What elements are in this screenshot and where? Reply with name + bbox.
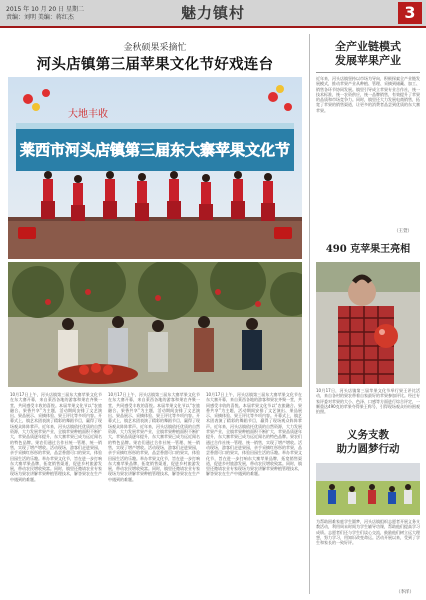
banner-text: 莱西市河头店镇第三届东大寨苹果文化节: [19, 141, 291, 159]
main-story-body-col2: 10月17日上午，河头店镇第三届东大寨苹果文化节在东大寨开幕，来自莱西各地的游客和果农齐聚一堂，共同感受丰收的喜悦。本届苹果文化节以“农旅融合、果香共享”为主题，活动期间安排了文艺演出、果品展示、采摘体验、果王评比等多项内容。开幕式上，镇艺术团表演了精彩的舞蹈节目，赢得了现场观众阵阵掌声。近年来，河头店镇依托优质的自然资源，大力发展苹果产业，全镇苹果种植面积不断扩大，苹果品质逐年提升，东大寨苹果已成为远近闻名的特色品牌。果农们通过合作社统一管理、统一销售，实现了增产增收。活动现场，游客们走进果园，亲手采摘红彤彤的苹果，品尝香甜可口的果实，体验田园生活的乐趣。举办苹果文化节，旨在进一步打响东大寨苹果品牌，拓宽销售渠道，促进乡村旅游发展，带动农民增收致富。同时，镇里还邀请农业专家现场为果农讲解苹果种植管理技术，解答果农在生产中遇到的难题。: [108, 392, 200, 482]
festival-stage-photo: [8, 77, 302, 259]
page-number: 3: [398, 2, 422, 24]
side-story-1-headline: [314, 40, 422, 68]
apple-king-photo: [316, 262, 420, 384]
masthead-meta: [6, 6, 84, 22]
side-story-1-body: 近年来，河头店镇坚持以市场为导向，积极探索全产业链发展模式，推动苹果产业从种植、管理、采摘到储藏、加工、销售各环节协同发展。镇里引导成立苹果专业合作社，统一技术标准，统一农资供应，统一品牌销售，有效提升了苹果的品质和市场竞争力。同时，镇里还大力发展电商销售，拓宽了苹果的销售渠道，让更多的消费者品尝到优质的东大寨苹果。: [316, 76, 420, 113]
volunteer-illustration: [316, 463, 420, 515]
column-divider: [309, 34, 310, 594]
masthead: [0, 0, 426, 28]
apple-picking-photo: [8, 262, 302, 387]
volunteer-photo: [316, 463, 420, 515]
side-story-3-credit: （李洋）: [396, 590, 414, 595]
side-story-1-headline-line1: 全产业链模式: [335, 40, 401, 53]
main-story-body-col1: 10月17日上午，河头店镇第三届东大寨苹果文化节在东大寨开幕，来自莱西各地的游客和果农齐聚一堂，共同感受丰收的喜悦。本届苹果文化节以“农旅融合、果香共享”为主题，活动期间安排了文艺演出、果品展示、采摘体验、果王评比等多项内容。开幕式上，镇艺术团表演了精彩的舞蹈节目，赢得了现场观众阵阵掌声。近年来，河头店镇依托优质的自然资源，大力发展苹果产业，全镇苹果种植面积不断扩大，苹果品质逐年提升，东大寨苹果已成为远近闻名的特色品牌。果农们通过合作社统一管理、统一销售，实现了增产增收。活动现场，游客们走进果园，亲手采摘红彤彤的苹果，品尝香甜可口的果实，体验田园生活的乐趣。举办苹果文化节，旨在进一步打响东大寨苹果品牌，拓宽销售渠道，促进乡村旅游发展，带动农民增收致富。同时，镇里还邀请农业专家现场为果农讲解苹果种植管理技术，解答果农在生产中遇到的难题。: [10, 392, 102, 482]
side-story-1-headline-line2: 发展苹果产业: [335, 54, 401, 67]
section-title: 魅力镇村: [180, 4, 245, 22]
main-headline: 河头店镇第三届苹果文化节好戏连台: [36, 56, 274, 73]
side-story-1-credit: （王萱）: [394, 229, 412, 234]
side-story-3-body: 为帮助困难家庭学生圆梦，河头店镇组织志愿者开展义务支教活动，利用周末时间为学生辅导功课，帮助他们提高学习成绩。志愿者们还与学生们谈心交流，鼓励他们树立远大理想，努力学习，用知识改变命运。活动开展以来，受到了学生和家长的一致好评。: [316, 519, 420, 546]
kicker: 金秋硕果采摘忙: [123, 43, 187, 53]
main-story-body-col3: 10月17日上午，河头店镇第三届东大寨苹果文化节在东大寨开幕，来自莱西各地的游客和果农齐聚一堂，共同感受丰收的喜悦。本届苹果文化节以“农旅融合、果香共享”为主题，活动期间安排了文艺演出、果品展示、采摘体验、果王评比等多项内容。开幕式上，镇艺术团表演了精彩的舞蹈节目，赢得了现场观众阵阵掌声。近年来，河头店镇依托优质的自然资源，大力发展苹果产业，全镇苹果种植面积不断扩大，苹果品质逐年提升，东大寨苹果已成为远近闻名的特色品牌。果农们通过合作社统一管理、统一销售，实现了增产增收。活动现场，游客们走进果园，亲手采摘红彤彤的苹果，品尝香甜可口的果实，体验田园生活的乐趣。举办苹果文化节，旨在进一步打响东大寨苹果品牌，拓宽销售渠道，促进乡村旅游发展，带动农民增收致富。同时，镇里还邀请农业专家现场为果农讲解苹果种植管理技术，解答果农在生产中遇到的难题。: [206, 392, 302, 477]
banner-small-text: 大地丰收: [68, 109, 108, 120]
side-story-3-headline-line1: 义务支教: [347, 429, 389, 441]
side-story-2-headline: 490 克苹果王亮相: [325, 244, 411, 255]
date-line: 2015 年 10 月 20 日 星期二: [6, 6, 84, 13]
apple-picking-illustration: [8, 262, 302, 387]
side-story-3-headline: [314, 428, 422, 456]
editor-line: 责编：刘明 美编：蒋红杰: [6, 14, 74, 21]
side-story-2-body: 10月17日，河头店镇第三届苹果文化节举行果王评比活动，来自各村的果农带着自家最好的苹果参加评比。经过专家评委对苹果的大小、色泽、口感等方面进行综合评定，一颗重达490克的苹果夺得果王称号，引得现场观众纷纷围观拍照。: [316, 388, 420, 415]
festival-stage-illustration: [8, 77, 302, 259]
divider: [316, 72, 420, 73]
apple-king-illustration: [316, 262, 420, 384]
side-story-3-headline-line2: 助力圆梦行动: [336, 443, 400, 455]
